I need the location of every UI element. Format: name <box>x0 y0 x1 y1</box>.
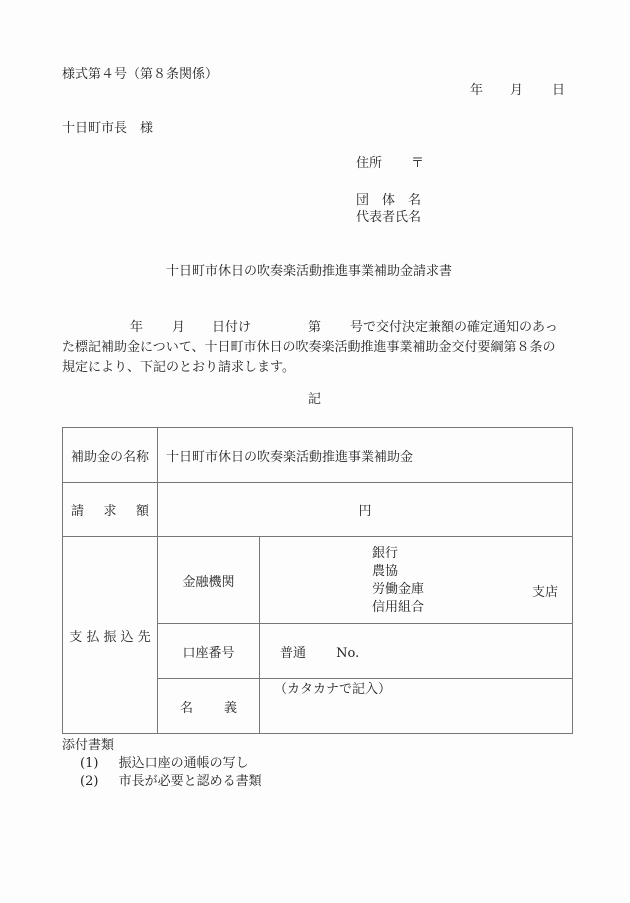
branch-label: 支店 <box>531 585 558 600</box>
row-bank <box>63 537 573 624</box>
representative-label: 代表者氏名 <box>356 210 422 225</box>
account-no-label: No. <box>336 645 360 661</box>
body-line-1: 年 月 日付け 第 号で交付決定兼額の確定通知のあっ <box>130 320 558 335</box>
subsidy-name-value[interactable]: 十日町市休日の吹奏楽活動推進事業補助金 <box>158 428 573 483</box>
ki-heading: 記 <box>308 392 322 407</box>
bank-type-options <box>372 545 424 617</box>
body-paragraph <box>62 318 574 378</box>
postal-mark: 〒 <box>411 156 425 171</box>
amount-unit: 円 <box>358 504 372 519</box>
bank-label: 金融機関 <box>158 537 260 624</box>
account-field[interactable] <box>260 624 573 679</box>
account-label: 口座番号 <box>158 624 260 679</box>
address-label: 住所 <box>356 156 383 171</box>
holder-note: （カタカナで記入） <box>274 682 392 697</box>
amount-field[interactable] <box>158 483 573 537</box>
attachment-item-1: (1) 振込口座の通帳の写し <box>80 756 249 771</box>
bank-option-ja: 農協 <box>372 564 399 579</box>
subsidy-name-label: 補助金の名称 <box>63 428 158 483</box>
row-amount <box>63 483 573 537</box>
group-name-label: 団 体 名 <box>356 193 422 208</box>
attachment-item-2: (2) 市長が必要と認める書類 <box>80 774 262 789</box>
date-month: 月 <box>510 83 524 98</box>
claim-table <box>62 427 573 734</box>
addressee: 十日町市長 様 <box>62 121 154 136</box>
body-line-2: た標記補助金について、十日町市休日の吹奏楽活動推進事業補助金交付要綱第８条の <box>62 340 556 355</box>
holder-field[interactable] <box>260 679 573 734</box>
document-title: 十日町市休日の吹奏楽活動推進事業補助金請求書 <box>166 264 453 279</box>
account-type: 普通 <box>280 645 307 661</box>
bank-option-bank: 銀行 <box>372 546 399 561</box>
form-number: 様式第４号（第８条関係） <box>62 67 219 82</box>
holder-label: 名 義 <box>158 679 260 734</box>
bank-field[interactable] <box>260 537 573 624</box>
bank-option-credit-union: 信用組合 <box>372 600 425 615</box>
date-year: 年 <box>470 83 484 98</box>
payee-label: 支 払 振 込 先 <box>63 537 158 734</box>
date-day: 日 <box>552 83 566 98</box>
attachments-heading: 添付書類 <box>62 738 115 753</box>
row-subsidy-name <box>63 428 573 483</box>
body-line-3: 規定により、下記のとおり請求します。 <box>62 360 295 375</box>
bank-option-labor: 労働金庫 <box>372 582 425 597</box>
amount-label: 請 求 額 <box>63 483 158 537</box>
